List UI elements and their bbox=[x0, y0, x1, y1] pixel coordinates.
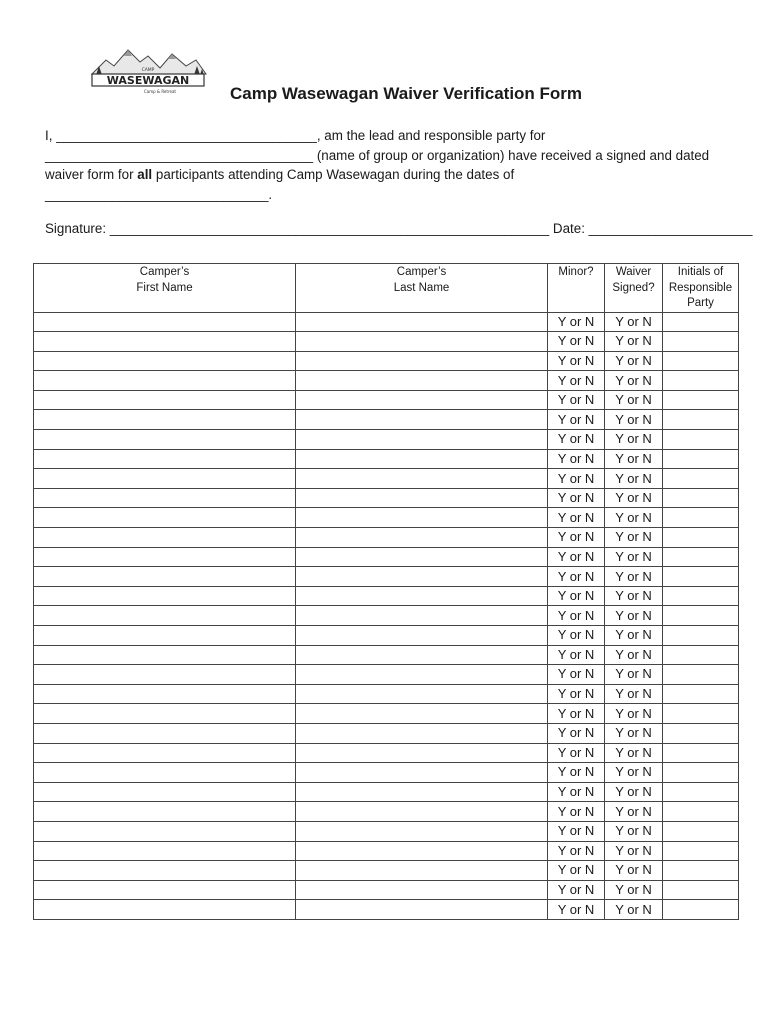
table-row bbox=[34, 723, 739, 743]
initials-cell[interactable] bbox=[663, 606, 739, 626]
initials-cell[interactable] bbox=[663, 312, 739, 332]
initials-cell[interactable] bbox=[663, 528, 739, 548]
last-name-cell[interactable] bbox=[296, 802, 548, 822]
waiver-signed-cell[interactable]: Y or N bbox=[605, 410, 663, 430]
first-name-cell[interactable] bbox=[34, 684, 296, 704]
line1-prefix: I, bbox=[45, 128, 53, 143]
table-row bbox=[34, 469, 739, 489]
first-name-cell[interactable] bbox=[34, 743, 296, 763]
minor-cell[interactable]: Y or N bbox=[548, 763, 605, 783]
first-name-cell[interactable] bbox=[34, 645, 296, 665]
first-name-cell[interactable] bbox=[34, 626, 296, 646]
last-name-cell[interactable] bbox=[296, 390, 548, 410]
line3-suffix: participants attending Camp Wasewagan during the dates of bbox=[152, 167, 515, 182]
table-row bbox=[34, 508, 739, 528]
declaration-line-1 bbox=[45, 126, 735, 146]
last-name-cell[interactable] bbox=[296, 723, 548, 743]
minor-cell[interactable]: Y or N bbox=[548, 626, 605, 646]
initials-cell[interactable] bbox=[663, 508, 739, 528]
first-name-cell[interactable] bbox=[34, 351, 296, 371]
first-name-cell[interactable] bbox=[34, 312, 296, 332]
last-name-cell[interactable] bbox=[296, 430, 548, 450]
minor-cell[interactable]: Y or N bbox=[548, 410, 605, 430]
initials-cell[interactable] bbox=[663, 900, 739, 920]
logo-brand-text: WASEWAGAN bbox=[106, 74, 190, 87]
form-title: Camp Wasewagan Waiver Verification Form bbox=[229, 84, 583, 103]
table-row bbox=[34, 821, 739, 841]
first-name-cell[interactable] bbox=[34, 861, 296, 881]
first-name-cell[interactable] bbox=[34, 606, 296, 626]
logo-tagline: Camp & Retreat bbox=[143, 89, 177, 94]
waiver-signed-cell[interactable]: Y or N bbox=[605, 332, 663, 352]
table-row bbox=[34, 861, 739, 881]
declaration-line-3 bbox=[45, 165, 735, 185]
last-name-cell[interactable] bbox=[296, 900, 548, 920]
declaration-paragraph bbox=[45, 126, 735, 204]
waiver-signed-cell[interactable]: Y or N bbox=[605, 312, 663, 332]
waiver-signed-cell[interactable]: Y or N bbox=[605, 684, 663, 704]
minor-cell[interactable]: Y or N bbox=[548, 312, 605, 332]
minor-cell[interactable]: Y or N bbox=[548, 606, 605, 626]
minor-cell[interactable]: Y or N bbox=[548, 861, 605, 881]
minor-cell[interactable]: Y or N bbox=[548, 900, 605, 920]
minor-cell[interactable]: Y or N bbox=[548, 430, 605, 450]
initials-cell[interactable] bbox=[663, 390, 739, 410]
line3-bold-all: all bbox=[137, 167, 153, 182]
waiver-signed-cell[interactable]: Y or N bbox=[605, 351, 663, 371]
waiver-signed-cell[interactable]: Y or N bbox=[605, 841, 663, 861]
group-name-blank[interactable]: ____________________________________ bbox=[45, 147, 314, 163]
first-name-cell[interactable] bbox=[34, 665, 296, 685]
table-row bbox=[34, 782, 739, 802]
initials-cell[interactable] bbox=[663, 861, 739, 881]
table-row bbox=[34, 371, 739, 391]
waiver-signed-cell[interactable]: Y or N bbox=[605, 704, 663, 724]
waiver-signed-cell[interactable]: Y or N bbox=[605, 743, 663, 763]
waiver-signed-cell[interactable]: Y or N bbox=[605, 861, 663, 881]
camper-table bbox=[33, 263, 739, 920]
first-name-cell[interactable] bbox=[34, 528, 296, 548]
waiver-signed-cell[interactable]: Y or N bbox=[605, 802, 663, 822]
header-waiver-signed: Waiver Signed? bbox=[605, 264, 663, 313]
initials-cell[interactable] bbox=[663, 802, 739, 822]
signature-label: Signature: bbox=[45, 221, 107, 236]
waiver-signed-cell[interactable]: Y or N bbox=[605, 821, 663, 841]
first-name-cell[interactable] bbox=[34, 841, 296, 861]
waiver-signed-cell[interactable]: Y or N bbox=[605, 508, 663, 528]
last-name-cell[interactable] bbox=[296, 312, 548, 332]
minor-cell[interactable]: Y or N bbox=[548, 704, 605, 724]
waiver-signed-cell[interactable]: Y or N bbox=[605, 782, 663, 802]
table-row bbox=[34, 312, 739, 332]
first-name-cell[interactable] bbox=[34, 763, 296, 783]
waiver-signed-cell[interactable]: Y or N bbox=[605, 880, 663, 900]
initials-cell[interactable] bbox=[663, 332, 739, 352]
first-name-cell[interactable] bbox=[34, 547, 296, 567]
waiver-signed-cell[interactable]: Y or N bbox=[605, 488, 663, 508]
minor-cell[interactable]: Y or N bbox=[548, 880, 605, 900]
table-row bbox=[34, 880, 739, 900]
table-row bbox=[34, 332, 739, 352]
first-name-cell[interactable] bbox=[34, 332, 296, 352]
table-row bbox=[34, 841, 739, 861]
initials-cell[interactable] bbox=[663, 449, 739, 469]
last-name-cell[interactable] bbox=[296, 861, 548, 881]
last-name-cell[interactable] bbox=[296, 469, 548, 489]
waiver-signed-cell[interactable]: Y or N bbox=[605, 528, 663, 548]
waiver-signed-cell[interactable]: Y or N bbox=[605, 900, 663, 920]
last-name-cell[interactable] bbox=[296, 704, 548, 724]
waiver-signed-cell[interactable]: Y or N bbox=[605, 430, 663, 450]
minor-cell[interactable]: Y or N bbox=[548, 508, 605, 528]
declaration-line-2 bbox=[45, 146, 735, 166]
minor-cell[interactable]: Y or N bbox=[548, 586, 605, 606]
initials-cell[interactable] bbox=[663, 586, 739, 606]
last-name-cell[interactable] bbox=[296, 763, 548, 783]
minor-cell[interactable]: Y or N bbox=[548, 390, 605, 410]
table-row bbox=[34, 900, 739, 920]
table-row bbox=[34, 684, 739, 704]
initials-cell[interactable] bbox=[663, 782, 739, 802]
minor-cell[interactable]: Y or N bbox=[548, 449, 605, 469]
first-name-cell[interactable] bbox=[34, 586, 296, 606]
first-name-cell[interactable] bbox=[34, 567, 296, 587]
lead-name-blank[interactable]: ___________________________________ bbox=[56, 128, 317, 143]
date-label: Date: bbox=[552, 221, 585, 236]
last-name-cell[interactable] bbox=[296, 332, 548, 352]
table-row bbox=[34, 606, 739, 626]
table-row bbox=[34, 430, 739, 450]
last-name-cell[interactable] bbox=[296, 821, 548, 841]
minor-cell[interactable]: Y or N bbox=[548, 802, 605, 822]
minor-cell[interactable]: Y or N bbox=[548, 528, 605, 548]
last-name-cell[interactable] bbox=[296, 488, 548, 508]
date-blank[interactable]: ______________________ bbox=[588, 221, 753, 236]
header-initials: Initials of Responsible Party bbox=[663, 264, 739, 313]
first-name-cell[interactable] bbox=[34, 880, 296, 900]
waiver-signed-cell[interactable]: Y or N bbox=[605, 645, 663, 665]
table-row bbox=[34, 351, 739, 371]
table-row bbox=[34, 704, 739, 724]
waiver-signed-cell[interactable]: Y or N bbox=[605, 547, 663, 567]
first-name-cell[interactable] bbox=[34, 410, 296, 430]
last-name-cell[interactable] bbox=[296, 410, 548, 430]
first-name-cell[interactable] bbox=[34, 821, 296, 841]
initials-cell[interactable] bbox=[663, 841, 739, 861]
initials-cell[interactable] bbox=[663, 821, 739, 841]
last-name-cell[interactable] bbox=[296, 841, 548, 861]
initials-cell[interactable] bbox=[663, 567, 739, 587]
table-row bbox=[34, 528, 739, 548]
last-name-cell[interactable] bbox=[296, 508, 548, 528]
first-name-cell[interactable] bbox=[34, 782, 296, 802]
last-name-cell[interactable] bbox=[296, 547, 548, 567]
first-name-cell[interactable] bbox=[34, 704, 296, 724]
line1-suffix: , am the lead and responsible party for bbox=[316, 128, 546, 143]
logo-top-text: CAMP bbox=[141, 68, 155, 73]
minor-cell[interactable]: Y or N bbox=[548, 665, 605, 685]
waiver-signed-cell[interactable]: Y or N bbox=[605, 469, 663, 489]
waiver-signed-cell[interactable]: Y or N bbox=[605, 626, 663, 646]
minor-cell[interactable]: Y or N bbox=[548, 332, 605, 352]
minor-cell[interactable]: Y or N bbox=[548, 469, 605, 489]
table-row bbox=[34, 567, 739, 587]
last-name-cell[interactable] bbox=[296, 371, 548, 391]
waiver-signed-cell[interactable]: Y or N bbox=[605, 390, 663, 410]
table-row bbox=[34, 626, 739, 646]
minor-cell[interactable]: Y or N bbox=[548, 351, 605, 371]
last-name-cell[interactable] bbox=[296, 665, 548, 685]
waiver-signed-cell[interactable]: Y or N bbox=[605, 665, 663, 685]
initials-cell[interactable] bbox=[663, 743, 739, 763]
table-header-row bbox=[34, 264, 739, 313]
initials-cell[interactable] bbox=[663, 684, 739, 704]
table-row bbox=[34, 665, 739, 685]
initials-cell[interactable] bbox=[663, 410, 739, 430]
waiver-signed-cell[interactable]: Y or N bbox=[605, 606, 663, 626]
first-name-cell[interactable] bbox=[34, 390, 296, 410]
first-name-cell[interactable] bbox=[34, 508, 296, 528]
minor-cell[interactable]: Y or N bbox=[548, 567, 605, 587]
initials-cell[interactable] bbox=[663, 488, 739, 508]
first-name-cell[interactable] bbox=[34, 371, 296, 391]
first-name-cell[interactable] bbox=[34, 430, 296, 450]
last-name-cell[interactable] bbox=[296, 645, 548, 665]
minor-cell[interactable]: Y or N bbox=[548, 723, 605, 743]
last-name-cell[interactable] bbox=[296, 684, 548, 704]
initials-cell[interactable] bbox=[663, 723, 739, 743]
table-row bbox=[34, 586, 739, 606]
table-row bbox=[34, 488, 739, 508]
last-name-cell[interactable] bbox=[296, 743, 548, 763]
initials-cell[interactable] bbox=[663, 763, 739, 783]
minor-cell[interactable]: Y or N bbox=[548, 645, 605, 665]
last-name-cell[interactable] bbox=[296, 782, 548, 802]
first-name-cell[interactable] bbox=[34, 802, 296, 822]
declaration-line-4 bbox=[45, 185, 735, 205]
last-name-cell[interactable] bbox=[296, 606, 548, 626]
last-name-cell[interactable] bbox=[296, 528, 548, 548]
minor-cell[interactable]: Y or N bbox=[548, 547, 605, 567]
initials-cell[interactable] bbox=[663, 645, 739, 665]
first-name-cell[interactable] bbox=[34, 488, 296, 508]
last-name-cell[interactable] bbox=[296, 567, 548, 587]
dates-blank[interactable]: ______________________________ bbox=[45, 186, 269, 202]
minor-cell[interactable]: Y or N bbox=[548, 821, 605, 841]
last-name-cell[interactable] bbox=[296, 351, 548, 371]
minor-cell[interactable]: Y or N bbox=[548, 743, 605, 763]
initials-cell[interactable] bbox=[663, 430, 739, 450]
initials-cell[interactable] bbox=[663, 665, 739, 685]
header-minor: Minor? bbox=[548, 264, 605, 313]
minor-cell[interactable]: Y or N bbox=[548, 371, 605, 391]
first-name-cell[interactable] bbox=[34, 900, 296, 920]
header-last-name: Camper’s Last Name bbox=[296, 264, 548, 313]
waiver-signed-cell[interactable]: Y or N bbox=[605, 763, 663, 783]
initials-cell[interactable] bbox=[663, 880, 739, 900]
first-name-cell[interactable] bbox=[34, 449, 296, 469]
minor-cell[interactable]: Y or N bbox=[548, 841, 605, 861]
table-row bbox=[34, 449, 739, 469]
initials-cell[interactable] bbox=[663, 371, 739, 391]
signature-blank[interactable]: ___________________________________________________________ bbox=[109, 221, 550, 236]
line3-prefix: waiver form for bbox=[45, 167, 138, 182]
waiver-signed-cell[interactable]: Y or N bbox=[605, 723, 663, 743]
table-body bbox=[34, 312, 739, 919]
waiver-signed-cell[interactable]: Y or N bbox=[605, 586, 663, 606]
minor-cell[interactable]: Y or N bbox=[548, 684, 605, 704]
waiver-signed-cell[interactable]: Y or N bbox=[605, 371, 663, 391]
header-first-name: Camper’s First Name bbox=[34, 264, 296, 313]
signature-line bbox=[45, 221, 753, 236]
initials-cell[interactable] bbox=[663, 469, 739, 489]
table-row bbox=[34, 390, 739, 410]
initials-cell[interactable] bbox=[663, 704, 739, 724]
last-name-cell[interactable] bbox=[296, 880, 548, 900]
table-row bbox=[34, 547, 739, 567]
first-name-cell[interactable] bbox=[34, 469, 296, 489]
table-row bbox=[34, 802, 739, 822]
last-name-cell[interactable] bbox=[296, 586, 548, 606]
initials-cell[interactable] bbox=[663, 547, 739, 567]
table-row bbox=[34, 410, 739, 430]
waiver-signed-cell[interactable]: Y or N bbox=[605, 449, 663, 469]
table-row bbox=[34, 645, 739, 665]
last-name-cell[interactable] bbox=[296, 626, 548, 646]
initials-cell[interactable] bbox=[663, 626, 739, 646]
minor-cell[interactable]: Y or N bbox=[548, 488, 605, 508]
waiver-signed-cell[interactable]: Y or N bbox=[605, 567, 663, 587]
line4-end: . bbox=[268, 186, 273, 202]
minor-cell[interactable]: Y or N bbox=[548, 782, 605, 802]
table-row bbox=[34, 743, 739, 763]
line2-suffix: (name of group or organization) have received a signed and dated bbox=[313, 147, 710, 163]
table-row bbox=[34, 763, 739, 783]
first-name-cell[interactable] bbox=[34, 723, 296, 743]
initials-cell[interactable] bbox=[663, 351, 739, 371]
last-name-cell[interactable] bbox=[296, 449, 548, 469]
